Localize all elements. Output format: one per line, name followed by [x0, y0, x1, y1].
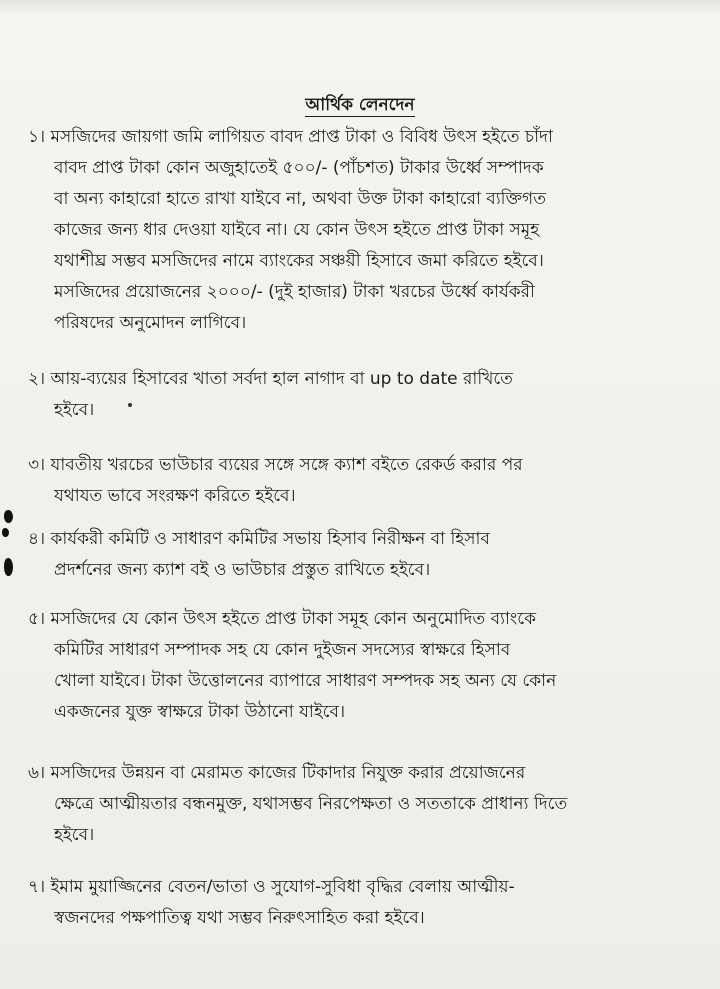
item-line: যাবতীয় খরচের ভাউচার ব্যয়ের সঙ্গে সঙ্গে ক্যাশ বইতে রেকর্ড করার পর [50, 455, 523, 475]
item-number: ৩। [28, 455, 46, 475]
item-line: কার্যকরী কমিটি ও সাধারণ কমিটির সভায় হিসাব নিরীক্ষন বা হিসাব [50, 529, 490, 549]
page-title-text: আর্থিক লেনদেন [305, 95, 415, 115]
list-item-6 [28, 758, 700, 851]
item-line: বা অন্য কাহারো হাতে রাখা যাইবে না, অথবা উক্ত টাকা কাহারো ব্যক্তিগত [54, 189, 546, 209]
item-line: কমিটির সাধারণ সম্পাদক সহ যে কোন দুইজন সদস্যের স্বাক্ষরে হিসাব [54, 640, 511, 660]
item-line: স্বজনদের পক্ষপাতিত্ব যথা সম্ভব নিরুৎসাহিত করা হইবে। [54, 908, 425, 928]
item-number: ২। [28, 369, 46, 389]
item-line: মসজিদের জায়গা জমি লাগিয়ত বাবদ প্রাপ্ত টাকা ও বিবিধ উৎস হইতে চাঁদা [50, 127, 553, 147]
item-line: হইবে। [54, 825, 95, 845]
item-line: হইবে। [54, 400, 95, 420]
item-number: ৫। [28, 609, 46, 629]
ink-dot [128, 403, 132, 407]
item-line: মসজিদের যে কোন উৎস হইতে প্রাপ্ত টাকা সমূহ কোন অনুমোদিত ব্যাংকে [50, 609, 536, 629]
item-number: ১। [28, 127, 46, 147]
item-line: বাবদ প্রাপ্ত টাকা কোন অজুহাতেই ৫০০/- (পাঁচশত) টাকার উর্ধ্বে সম্পাদক [54, 158, 544, 178]
ink-spot [4, 510, 13, 523]
ink-spot [2, 528, 9, 537]
item-line: ক্ষেত্রে আত্মীয়তার বন্ধনমুক্ত, যথাসম্ভব নিরপেক্ষতা ও সততাকে প্রাধান্য দিতে [54, 794, 568, 814]
item-line: পরিষদের অনুমোদন লাগিবে। [54, 313, 247, 333]
item-line: যথাযত ভাবে সংরক্ষণ করিতে হইবে। [54, 486, 296, 506]
list-item-4 [28, 524, 700, 586]
list-item-3 [28, 450, 700, 512]
list-item-7 [28, 872, 700, 934]
item-line: আয়-ব্যয়ের হিসাবের খাতা সর্বদা হাল নাগাদ বা up to date রাখিতে [50, 369, 513, 389]
scan-edge [0, 0, 720, 14]
list-item-5 [28, 604, 700, 728]
list-item-2 [28, 364, 700, 426]
item-line: মসজিদের উন্নয়ন বা মেরামত কাজের টিকাদার নিযুক্ত করার প্রয়োজনের [50, 763, 526, 783]
item-line: মসজিদের প্রয়োজনের ২০০০/- (দুই হাজার) টাকা খরচের উর্ধ্বে কার্যকরী [54, 282, 535, 302]
page-title [0, 92, 720, 120]
item-line: খোলা যাইবে। টাকা উত্তোলনের ব্যাপারে সাধারণ সম্পদক সহ অন্য যে কোন [54, 671, 557, 691]
list-item-1 [28, 122, 700, 339]
ink-spot [4, 558, 13, 576]
item-number: ৬। [28, 763, 46, 783]
item-line: যথাশীঘ্র সম্ভব মসজিদের নামে ব্যাংকের সঞ্চয়ী হিসাবে জমা করিতে হইবে। [54, 251, 544, 271]
item-line: কাজের জন্য ধার দেওয়া যাইবে না। যে কোন উৎস হইতে প্রাপ্ত টাকা সমূহ [54, 220, 540, 240]
item-line: প্রদর্শনের জন্য ক্যাশ বই ও ভাউচার প্রস্তুত রাখিতে হইবে। [54, 560, 431, 580]
item-number: ৭। [28, 877, 46, 897]
item-line: একজনের যুক্ত স্বাক্ষরে টাকা উঠানো যাইবে। [54, 702, 346, 722]
item-line: ইমাম মুয়াজ্জিনের বেতন/ভাতা ও সুযোগ-সুবিধা বৃদ্ধির বেলায় আত্মীয়- [50, 877, 515, 897]
item-number: ৪। [28, 529, 46, 549]
